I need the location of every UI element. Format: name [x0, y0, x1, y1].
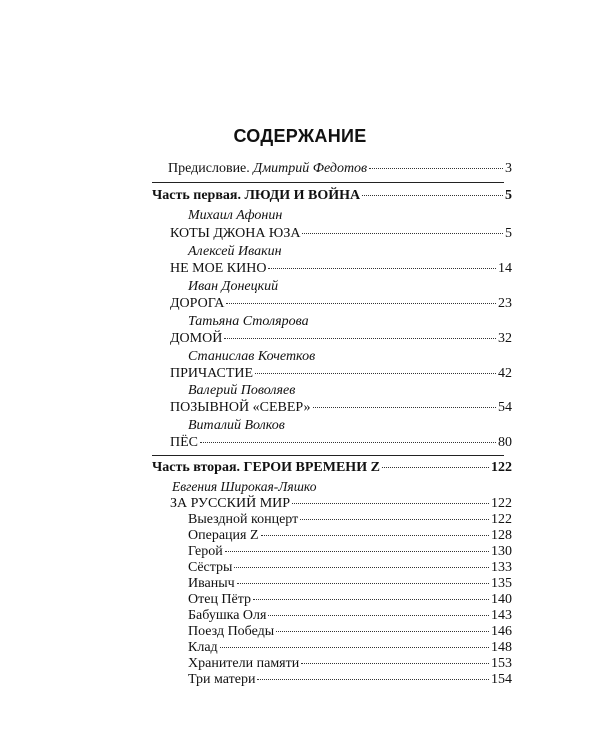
- toc-chapter: [188, 544, 512, 560]
- toc-chapter: [188, 608, 512, 624]
- toc-entry: [170, 400, 512, 416]
- page-number: 42: [498, 366, 512, 381]
- part-title: Часть первая. ЛЮДИ И ВОЙНА: [152, 188, 361, 203]
- dot-leader: [237, 583, 489, 584]
- chapter-title: Поезд Победы: [188, 624, 275, 639]
- page-number: 14: [498, 261, 512, 276]
- section-divider: [152, 182, 504, 183]
- page-number: 32: [498, 331, 512, 346]
- dot-leader: [301, 663, 489, 664]
- page-number: 133: [491, 560, 512, 575]
- chapter-title: Хранители памяти: [188, 656, 300, 671]
- dot-leader: [300, 519, 489, 520]
- dot-leader: [276, 631, 489, 632]
- page-number: 130: [491, 544, 512, 559]
- page-title: СОДЕРЖАНИЕ: [233, 126, 367, 146]
- preface-label-group: [168, 161, 367, 177]
- page-number: 153: [491, 656, 512, 671]
- toc-entry: [170, 296, 512, 312]
- page-number: 135: [491, 576, 512, 591]
- preface-author: Дмитрий Федотов: [253, 161, 368, 176]
- page-number: 122: [491, 512, 512, 527]
- entry-author: Евгения Широкая-Ляшко: [172, 479, 317, 494]
- entry-author: Станислав Кочетков: [188, 349, 316, 364]
- chapter-title: Иваныч: [188, 576, 235, 591]
- dot-leader: [369, 168, 503, 169]
- toc-chapter: [188, 512, 512, 528]
- entry-author: Валерий Поволяев: [188, 383, 296, 398]
- dot-leader: [313, 407, 496, 408]
- chapter-title: Клад: [188, 640, 218, 655]
- dot-leader: [220, 647, 489, 648]
- section-divider: [152, 455, 504, 456]
- page-number: 54: [498, 400, 512, 415]
- dot-leader: [382, 467, 489, 468]
- entry-title: ПРИЧАСТИЕ: [170, 366, 254, 381]
- toc-entry: [170, 261, 512, 277]
- entry-author: Алексей Ивакин: [188, 244, 282, 259]
- entry-title: ПЁС: [170, 435, 198, 450]
- dot-leader: [255, 373, 496, 374]
- page-number: 3: [505, 161, 512, 176]
- dot-leader: [234, 567, 489, 568]
- entry-author: Иван Донецкий: [188, 279, 279, 294]
- chapter-title: Отец Пётр: [188, 592, 252, 607]
- chapter-title: Сёстры: [188, 560, 233, 575]
- dot-leader: [268, 268, 496, 269]
- part-heading: [152, 188, 512, 204]
- toc-chapter: [188, 528, 512, 544]
- page-number: 5: [505, 188, 512, 203]
- toc-chapter: [188, 624, 512, 640]
- dot-leader: [253, 599, 489, 600]
- toc-entry: [170, 496, 512, 512]
- toc-chapter: [188, 592, 512, 608]
- entry-author: Михаил Афонин: [188, 208, 283, 223]
- toc-entry: [170, 331, 512, 347]
- entry-author: Виталий Волков: [188, 418, 285, 433]
- page-number: 148: [491, 640, 512, 655]
- toc-chapter: [188, 576, 512, 592]
- page-number: 5: [505, 226, 512, 241]
- chapter-title: Операция Z: [188, 528, 259, 543]
- entry-title: ДОРОГА: [170, 296, 225, 311]
- page-number: 128: [491, 528, 512, 543]
- dot-leader: [257, 679, 489, 680]
- preface-label: Предисловие.: [168, 161, 250, 176]
- dot-leader: [362, 195, 503, 196]
- dot-leader: [302, 233, 503, 234]
- entry-title: ЗА РУССКИЙ МИР: [170, 496, 291, 511]
- entry-author: Татьяна Столярова: [188, 314, 309, 329]
- chapter-title: Три матери: [188, 672, 256, 687]
- dot-leader: [226, 303, 496, 304]
- page-number: 146: [491, 624, 512, 639]
- dot-leader: [225, 551, 489, 552]
- entry-title: КОТЫ ДЖОНА ЮЗА: [170, 226, 301, 241]
- toc-chapter: [188, 640, 512, 656]
- page-number: 154: [491, 672, 512, 687]
- toc-chapter: [188, 560, 512, 576]
- chapter-title: Бабушка Оля: [188, 608, 267, 623]
- page-number: 143: [491, 608, 512, 623]
- entry-title: НЕ МОЕ КИНО: [170, 261, 267, 276]
- page-number: 80: [498, 435, 512, 450]
- dot-leader: [292, 503, 489, 504]
- dot-leader: [268, 615, 489, 616]
- page-number: 122: [491, 496, 512, 511]
- entry-title: ДОМОЙ: [170, 331, 223, 346]
- entry-title: ПОЗЫВНОЙ «СЕВЕР»: [170, 400, 311, 415]
- part-title: Часть вторая. ГЕРОИ ВРЕМЕНИ Z: [152, 460, 380, 475]
- page-number: 140: [491, 592, 512, 607]
- toc-chapter: [188, 672, 512, 688]
- chapter-title: Герой: [188, 544, 223, 559]
- dot-leader: [261, 535, 489, 536]
- toc-entry-preface: [168, 161, 512, 177]
- page-number: 122: [491, 460, 512, 475]
- dot-leader: [200, 442, 496, 443]
- chapter-title: Выездной концерт: [188, 512, 299, 527]
- part-heading: [152, 460, 512, 476]
- toc-chapter: [188, 656, 512, 672]
- toc-entry: [170, 226, 512, 242]
- dot-leader: [224, 338, 496, 339]
- toc-entry: [170, 435, 512, 451]
- toc-entry: [170, 366, 512, 382]
- page-number: 23: [498, 296, 512, 311]
